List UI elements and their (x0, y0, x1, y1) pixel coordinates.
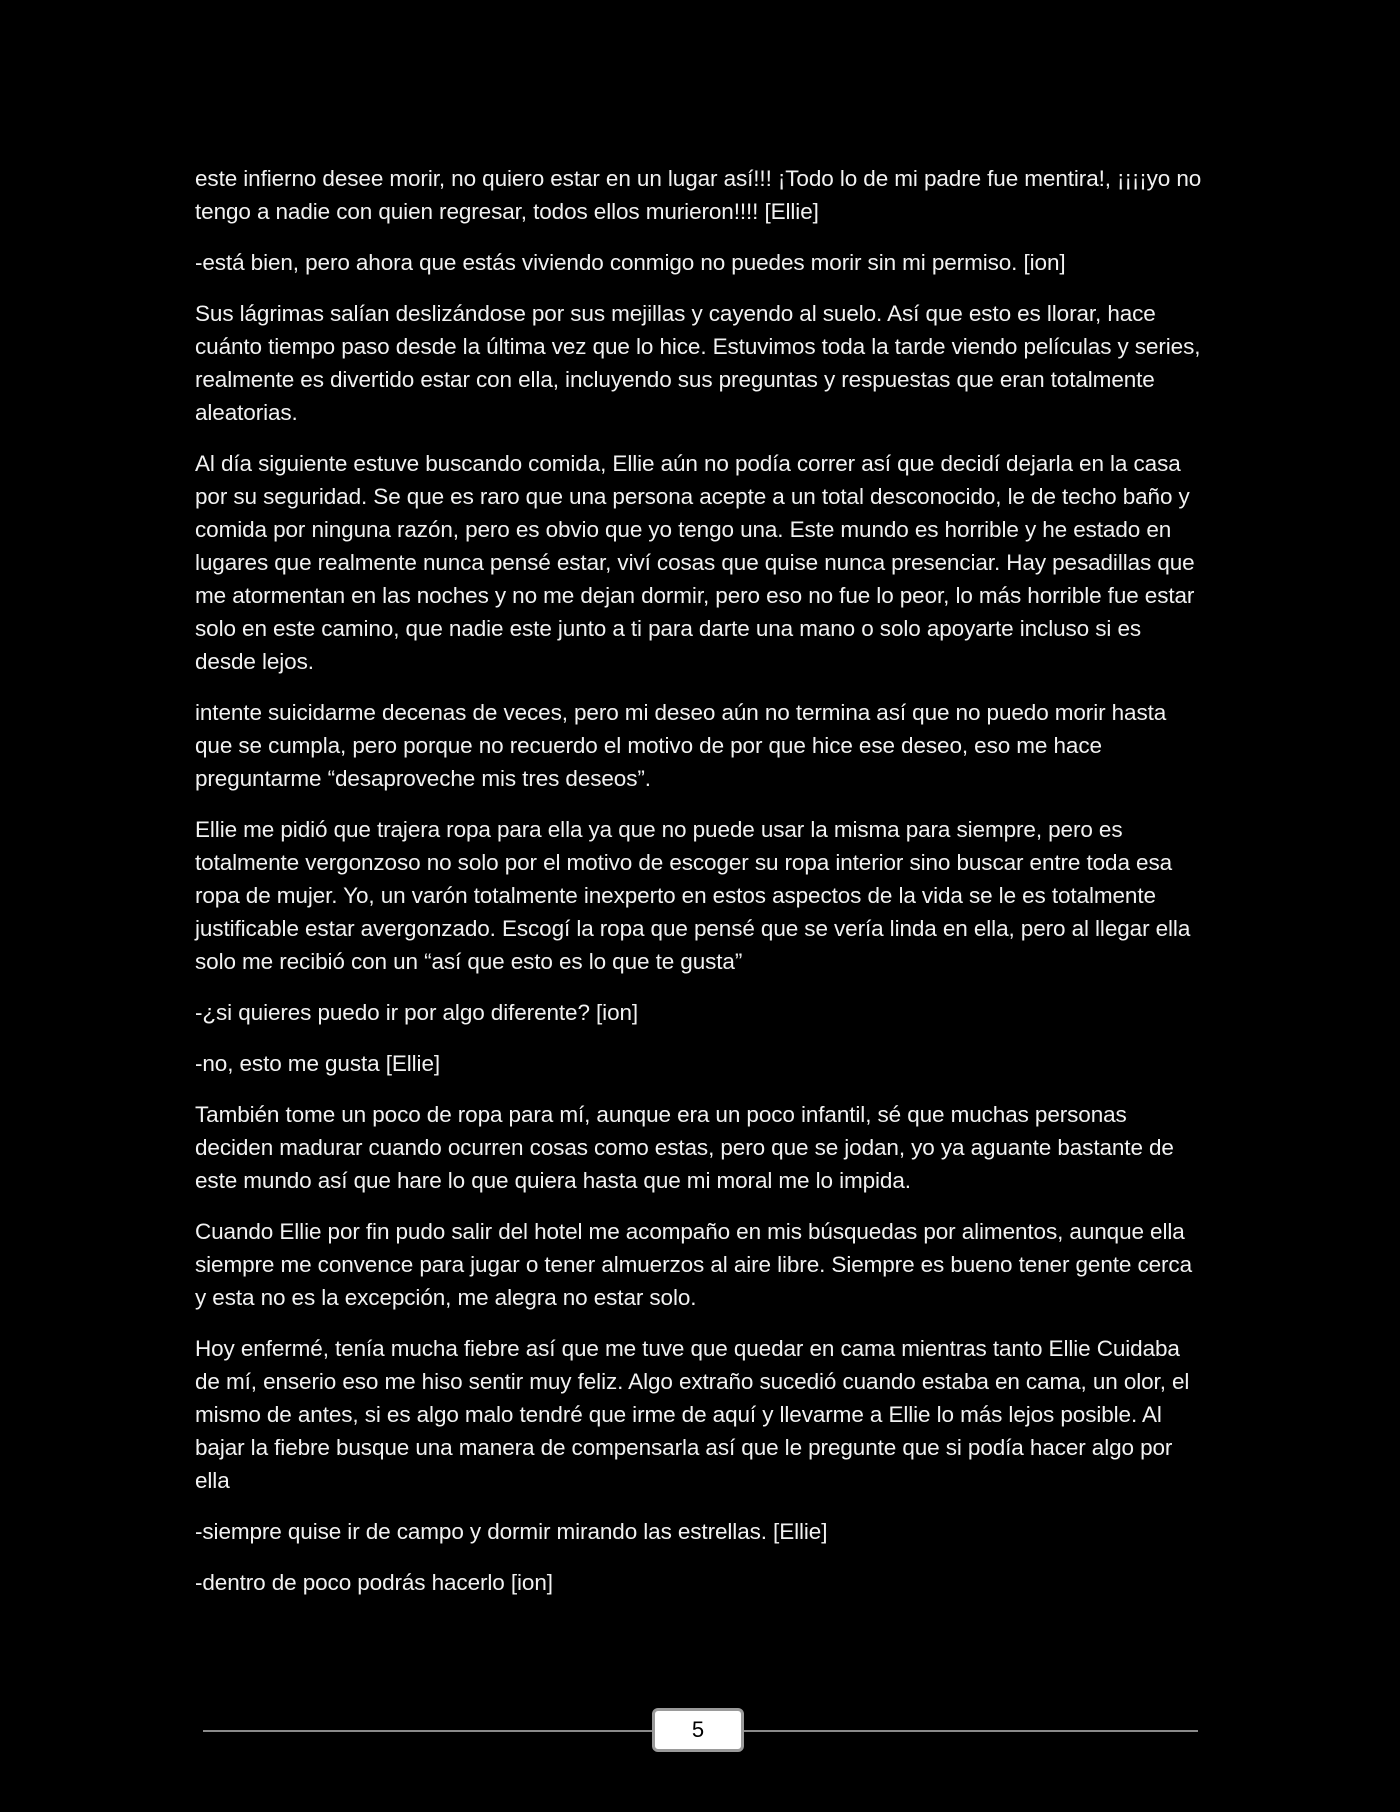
dialogue-line: -¿si quieres puedo ir por algo diferente? [ion] (195, 1000, 639, 1025)
page-body (195, 162, 1205, 1617)
paragraph: este infierno desee morir, no quiero estar en un lugar así!!! ¡Todo lo de mi padre fue mentira!, ¡¡¡¡yo no tengo a nadie con quien regresar, todos ellos murieron!!!! [Ellie] (195, 166, 1202, 224)
paragraph: Ellie me pidió que trajera ropa para ella ya que no puede usar la misma para siempre, pero es totalmente vergonzoso no solo por el motivo de escoger su ropa interior sino buscar entre toda esa ropa de mujer. Yo, un varón totalmente inexperto en estos aspectos de la vida se le es totalmente justificable estar avergonzado. Escogí la ropa que pensé que se vería linda en ella, pero al llegar ella solo me recibió con un “así que esto es lo que te gusta” (195, 817, 1191, 974)
paragraph: Cuando Ellie por fin pudo salir del hotel me acompaño en mis búsquedas por alimentos, aunque ella siempre me convence para jugar o tener almuerzos al aire libre. Siempre es bueno tener gente cerca y esta no es la excepción, me alegra no estar solo. (195, 1219, 1192, 1310)
page-number-box (652, 1708, 744, 1752)
dialogue-line: -siempre quise ir de campo y dormir mirando las estrellas. [Ellie] (195, 1519, 828, 1544)
dialogue-line: -está bien, pero ahora que estás viviendo conmigo no puedes morir sin mi permiso. [ion] (195, 250, 1066, 275)
paragraph: También tome un poco de ropa para mí, aunque era un poco infantil, sé que muchas personas deciden madurar cuando ocurren cosas como estas, pero que se jodan, yo ya aguante bastante de este mundo así que hare lo que quiera hasta que mi moral me lo impida. (195, 1102, 1174, 1193)
dialogue-line: -no, esto me gusta [Ellie] (195, 1051, 441, 1076)
paragraph: intente suicidarme decenas de veces, pero mi deseo aún no termina así que no puedo morir hasta que se cumpla, pero porque no recuerdo el motivo de por que hice ese deseo, eso me hace preguntarme “desaproveche mis tres deseos”. (195, 700, 1167, 791)
dialogue-line: -dentro de poco podrás hacerlo [ion] (195, 1570, 553, 1595)
page-number: 5 (691, 1717, 705, 1742)
paragraph: Al día siguiente estuve buscando comida, Ellie aún no podía correr así que decidí dejarla en la casa por su seguridad. Se que es raro que una persona acepte a un total desconocido, le de techo baño y comida por ninguna razón, pero es obvio que yo tengo una. Este mundo es horrible y he estado en lugares que realmente nunca pensé estar, viví cosas que quise nunca presenciar. Hay pesadillas que me atormentan en las noches y no me dejan dormir, pero eso no fue lo peor, lo más horrible fue estar solo en este camino, que nadie este junto a ti para darte una mano o solo apoyarte incluso si es desde lejos. (195, 451, 1195, 674)
paragraph: Sus lágrimas salían deslizándose por sus mejillas y cayendo al suelo. Así que esto es llorar, hace cuánto tiempo paso desde la última vez que lo hice. Estuvimos toda la tarde viendo películas y series, realmente es divertido estar con ella, incluyendo sus preguntas y respuestas que eran totalmente aleatorias. (195, 301, 1201, 425)
paragraph: Hoy enfermé, tenía mucha fiebre así que me tuve que quedar en cama mientras tanto Ellie Cuidaba de mí, enserio eso me hiso sentir muy feliz. Algo extraño sucedió cuando estaba en cama, un olor, el mismo de antes, si es algo malo tendré que irme de aquí y llevarme a Ellie lo más lejos posible. Al bajar la fiebre busque una manera de compensarla así que le pregunte que si podía hacer algo por ella (195, 1336, 1190, 1493)
page-footer (203, 1708, 1198, 1756)
